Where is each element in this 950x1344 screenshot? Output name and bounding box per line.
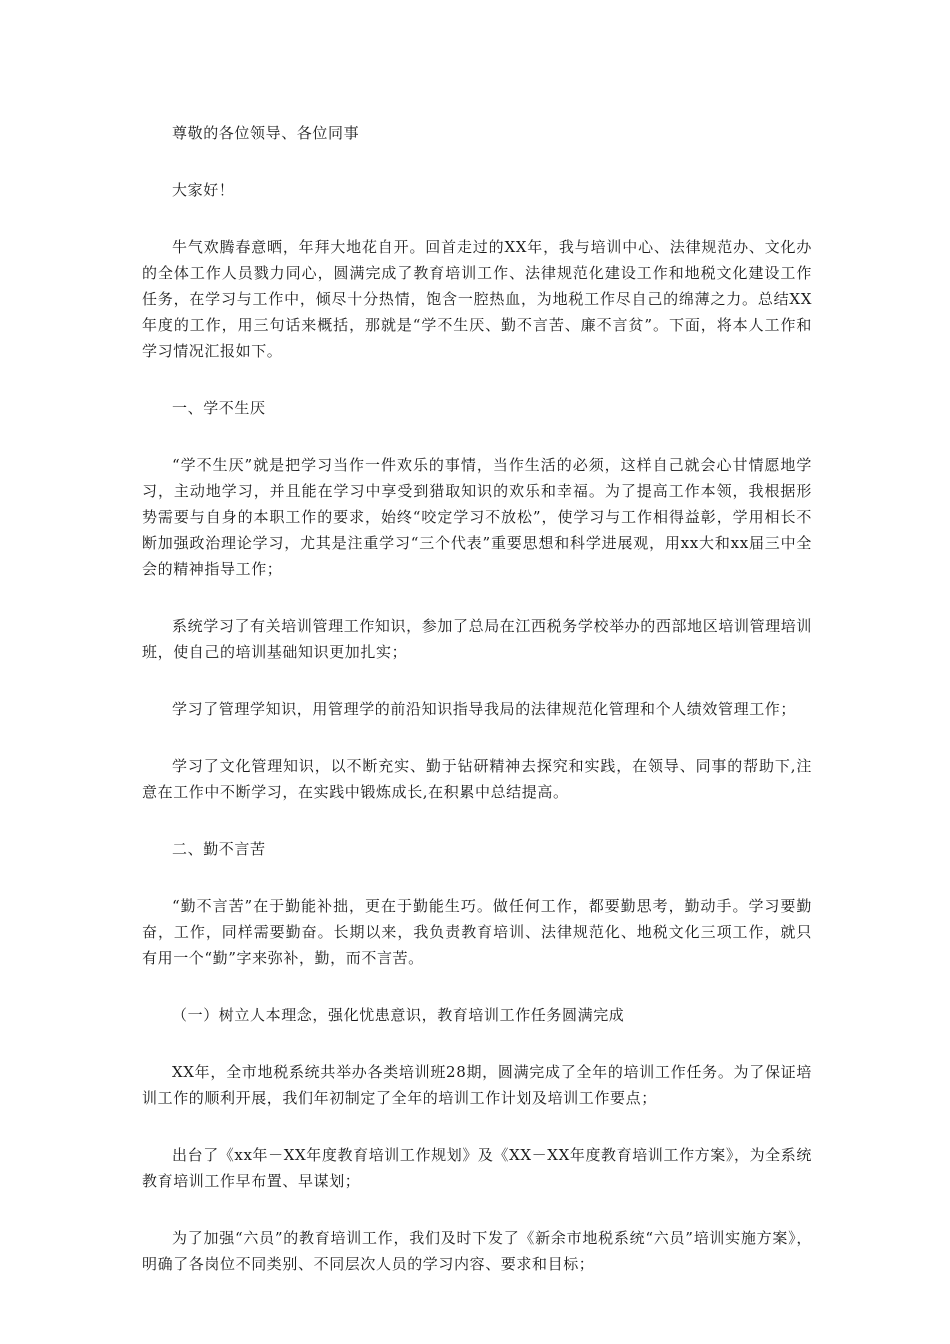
salutation: 尊敬的各位领导、各位同事 — [172, 124, 360, 142]
subsection-1-paragraph-1: XX年，全市地税系统共举办各类培训班28期，圆满完成了全年的培训工作任务。为了保证培训工作的顺利开展，我们年初制定了全年的培训工作计划及培训工作要点； — [142, 1063, 812, 1107]
subsection-1-paragraph-3: 为了加强“六员”的教育培训工作，我们及时下发了《新余市地税系统“六员”培训实施方案》，明确了各岗位不同类别、不同层次人员的学习内容、要求和目标； — [142, 1229, 812, 1273]
section-1-paragraph-3: 学习了管理学知识，用管理学的前沿知识指导我局的法律规范化管理和个人绩效管理工作； — [172, 700, 797, 718]
section-1-title: 一、学不生厌 — [172, 399, 266, 417]
document-body — [142, 120, 812, 1308]
section-2-paragraph-1: “勤不言苦”在于勤能补拙，更在于勤能生巧。做任何工作，都要勤思考，勤动手。学习要勤奋，工作，同样需要勤奋。长期以来，我负责教育培训、法律规范化、地税文化三项工作，就只有用一个“勤”字来弥补，勤，而不言苦。 — [142, 897, 812, 967]
subsection-1-paragraph-2: 出台了《xx年－XX年度教育培训工作规划》及《XX－XX年度教育培训工作方案》，为全系统教育培训工作早布置、早谋划； — [142, 1146, 812, 1190]
subsection-1-title: （一）树立人本理念，强化忧患意识，教育培训工作任务圆满完成 — [172, 1006, 625, 1024]
intro-paragraph: 牛气欢腾春意晒，年拜大地花自开。回首走过的XX年，我与培训中心、法律规范办、文化办的全体工作人员戮力同心，圆满完成了教育培训工作、法律规范化建设工作和地税文化建设工作任务，在学习与工作中，倾尽十分热情，饱含一腔热血，为地税工作尽自己的绵薄之力。总结XX年度的工作，用三句话来概括，那就是“学不生厌、勤不言苦、廉不言贫”。下面，将本人工作和学习情况汇报如下。 — [142, 238, 812, 360]
section-2-title: 二、勤不言苦 — [172, 840, 266, 858]
section-1-paragraph-4: 学习了文化管理知识，以不断充实、勤于钻研精神去探究和实践，在领导、同事的帮助下,注意在工作中不断学习，在实践中锻炼成长,在积累中总结提高。 — [142, 757, 812, 801]
section-1-paragraph-2: 系统学习了有关培训管理工作知识，参加了总局在江西税务学校举办的西部地区培训管理培训班，使自己的培训基础知识更加扎实； — [142, 617, 812, 661]
greeting: 大家好！ — [172, 181, 235, 199]
section-1-paragraph-1: “学不生厌”就是把学习当作一件欢乐的事情，当作生活的必须，这样自己就会心甘情愿地学习，主动地学习，并且能在学习中享受到猎取知识的欢乐和幸福。为了提高工作本领，我根据形势需要与自身的本职工作的要求，始终“咬定学习不放松”，使学习与工作相得益彰，学用相长不断加强政治理论学习，尤其是注重学习“三个代表”重要思想和科学进展观，用xx大和xx届三中全会的精神指导工作； — [142, 456, 812, 578]
